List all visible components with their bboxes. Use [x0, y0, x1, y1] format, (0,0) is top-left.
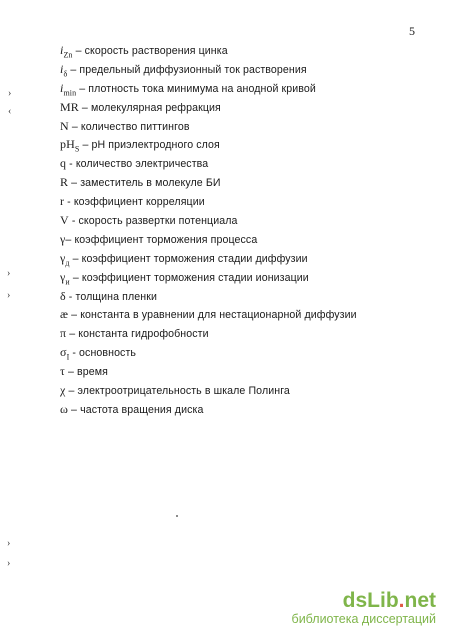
definition-text: – коэффициент торможения стадии диффузии — [69, 252, 308, 265]
definition-text: – pH приэлектродного слоя — [79, 139, 220, 152]
scan-mark: › — [8, 88, 12, 99]
definition-line — [60, 324, 440, 343]
definition-symbol: q — [60, 156, 67, 171]
symbol-definitions-list — [60, 41, 440, 419]
dslib-watermark — [292, 590, 436, 626]
definition-text: – время — [64, 366, 108, 379]
definition-line — [60, 41, 440, 60]
definition-text: – молекулярная рефракция — [78, 101, 221, 114]
definition-text: - основность — [69, 347, 137, 360]
definition-text: – коэффициент торможения стадии ионизации — [69, 271, 309, 284]
definition-line — [60, 60, 440, 79]
definition-symbol: R — [60, 175, 69, 190]
definition-text: – плотность тока минимума на анодной кривой — [76, 82, 316, 95]
definition-line — [60, 249, 440, 268]
definition-symbol: δ — [60, 288, 66, 303]
definition-line — [60, 154, 440, 173]
definition-symbol: æ — [60, 307, 69, 322]
definition-text: – частота вращения диска — [68, 403, 204, 416]
dslib-subtitle: библиотека диссертаций — [291, 612, 436, 626]
definition-line — [60, 287, 440, 306]
definition-symbol: $i_{Zn}$ — [60, 43, 73, 60]
definition-symbol: $\sigma_I$ — [60, 345, 70, 362]
definition-symbol: ω — [60, 401, 68, 416]
definition-text: – константа гидрофобности — [66, 328, 209, 341]
definition-text: – предельный диффузионный ток растворения — [67, 63, 307, 76]
definition-text: – электроотрицательность в шкале Полинга — [65, 385, 290, 398]
definition-text: – константа в уравнении для нестационарной диффузии — [68, 309, 357, 322]
definition-text: – скорость растворения цинка — [72, 45, 228, 57]
definition-symbol: $pH_S$ — [60, 137, 80, 154]
definition-line — [60, 79, 440, 98]
definition-text: – количество питтингов — [68, 120, 190, 133]
definition-line — [60, 173, 440, 192]
definition-text: - коэффициент корреляции — [64, 196, 205, 209]
definition-text: – коэффициент торможения процесса — [65, 233, 258, 246]
scan-dot — [176, 515, 178, 517]
definition-line — [60, 192, 440, 211]
definition-text: – заместитель в молекуле БИ — [68, 177, 221, 190]
definition-symbol: γ — [60, 231, 66, 246]
definition-line — [60, 117, 440, 136]
scan-mark: › — [7, 538, 11, 549]
definition-line — [60, 305, 440, 324]
definition-text: - толщина пленки — [65, 290, 157, 303]
definition-line — [60, 135, 440, 154]
definition-line — [60, 343, 440, 362]
definition-symbol: χ — [60, 383, 66, 398]
definition-line — [60, 211, 440, 230]
page-number: 5 — [409, 24, 415, 38]
definition-line — [60, 381, 440, 400]
scan-mark: › — [7, 268, 11, 279]
definition-symbol: τ — [60, 364, 65, 379]
definition-symbol: π — [60, 326, 67, 341]
dslib-logo: dsLib.net — [342, 589, 436, 612]
scan-mark: › — [7, 290, 11, 301]
scan-mark: › — [7, 558, 11, 569]
definition-symbol: $i_\delta$ — [60, 61, 68, 79]
definition-symbol: $\gamma_и$ — [60, 269, 70, 287]
scan-mark: ‹ — [8, 106, 12, 117]
definition-line — [60, 268, 440, 287]
definition-symbol: $\gamma_д$ — [60, 250, 70, 268]
definition-symbol: MR — [60, 99, 79, 114]
definition-symbol: r — [60, 194, 65, 209]
definition-text: - скорость развертки потенциала — [68, 215, 238, 228]
definition-line — [60, 400, 440, 419]
definition-line — [60, 230, 440, 249]
definition-symbol: N — [60, 118, 69, 133]
definition-symbol: $i_{min}$ — [60, 80, 77, 98]
definition-text: - количество электричества — [66, 158, 209, 171]
definition-line — [60, 98, 440, 117]
definition-line — [60, 362, 440, 381]
definition-symbol: V — [60, 213, 69, 228]
